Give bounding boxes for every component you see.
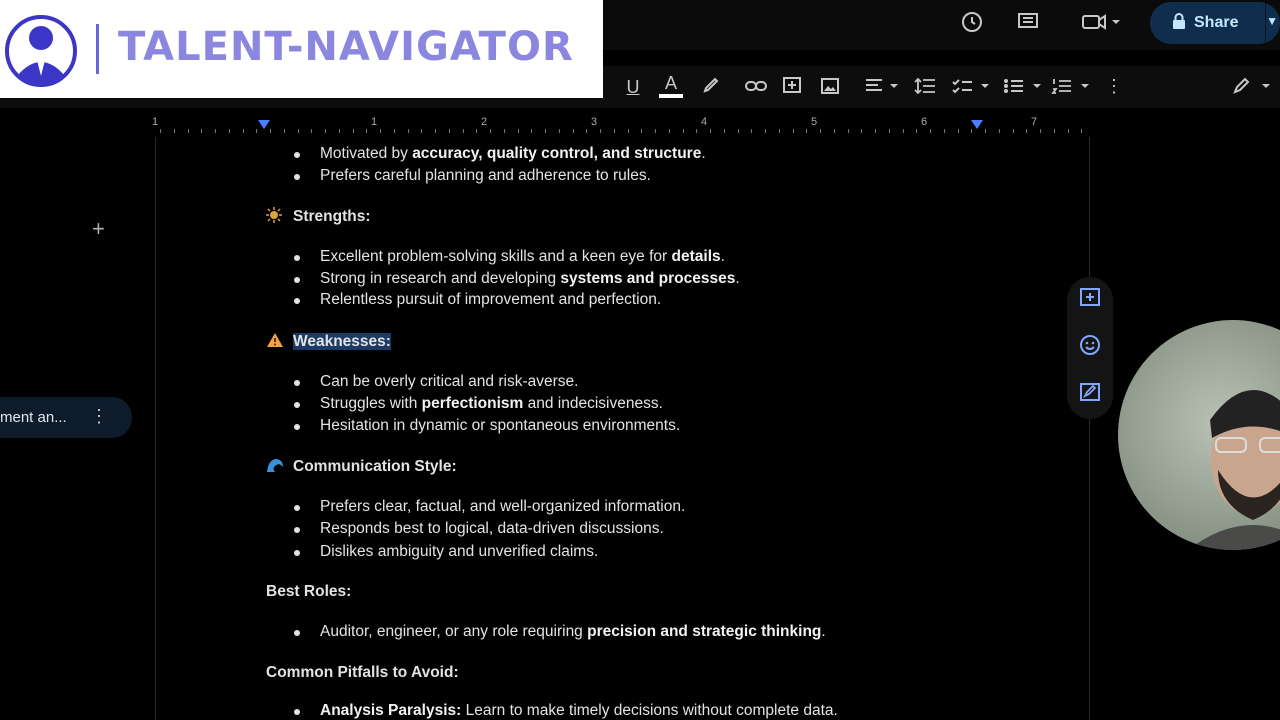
text-run: Prefers careful planning and adherence to rules. [320,167,651,184]
webcam-overlay [1118,320,1280,550]
ruler-tick [531,129,532,133]
ruler-tick [586,129,587,133]
ruler-tick [696,129,697,133]
section-heading[interactable] [266,332,391,353]
bullet-marker [294,527,300,533]
page-left-edge [155,137,156,720]
insert-image-icon[interactable] [818,74,842,98]
ruler-tick [1068,129,1069,133]
bold-text: perfectionism [421,395,524,412]
ruler-tick [229,129,230,133]
ruler-tick [435,129,436,133]
share-button[interactable] [1150,2,1280,44]
add-tab-icon[interactable]: + [92,216,105,241]
sidebar-item-label: ment an... [0,409,67,426]
ruler-tick [683,129,684,133]
floating-action-bar [1067,277,1113,419]
ruler-tick [490,129,491,133]
text-run: Learn to make timely decisions without complete data. [461,702,838,719]
ruler-number: 7 [1031,116,1038,128]
ruler-tick [669,129,670,133]
ruler-tick [834,129,835,133]
bulleted-list-icon[interactable] [1002,74,1044,98]
sidebar-item-document-tab[interactable] [0,397,132,438]
text-run: . [821,623,826,640]
ruler-tick [944,129,945,133]
bullet-marker [294,630,300,636]
add-comment-icon[interactable] [780,74,804,98]
wave-icon [266,457,293,478]
section-heading[interactable] [266,457,457,478]
page-right-edge [1089,137,1090,720]
text-run: Dislikes ambiguity and unverified claims. [320,543,599,560]
highlight-icon[interactable] [700,74,722,98]
bullet-marker [294,505,300,511]
ruler-tick [738,129,739,133]
suggest-edits-icon[interactable] [1078,381,1102,410]
bullet-marker [294,380,300,386]
text-run: Struggles with [320,395,422,412]
text-run: Hesitation in dynamic or spontaneous environments. [320,417,681,434]
ruler-tick [394,129,395,133]
lock-icon [1172,13,1186,34]
ruler-tick [353,129,354,133]
text-run: . [720,248,725,265]
heading-text: Communication Style: [293,458,457,475]
ruler-tick [284,129,285,133]
ruler-tick [930,129,931,133]
ruler-tick [160,129,161,133]
heading-text: Strengths: [293,208,371,225]
text-run: Prefers clear, factual, and well-organized information. [320,498,686,515]
add-comment-icon[interactable] [1078,286,1102,315]
ruler-number: 1 [371,116,378,128]
list-item[interactable] [320,543,598,561]
emoji-reaction-icon[interactable] [1078,333,1102,362]
bullet-marker [294,277,300,283]
ruler-tick [270,129,271,133]
ruler-tick [875,129,876,133]
bullet-marker [294,298,300,304]
ruler-tick [985,129,986,133]
ruler-number: 1 [152,116,159,128]
ruler-tick [916,129,917,133]
ruler-tick [1040,129,1041,133]
text-run: Auditor, engineer, or any role requiring [320,623,588,640]
ruler-tick [325,129,326,133]
ruler-tick [958,129,959,133]
logo-person-icon [4,8,78,94]
text-color-icon[interactable]: A [658,72,684,98]
ruler-tick [765,129,766,133]
section-heading[interactable] [266,207,371,228]
ruler-tick [573,129,574,133]
bold-text: systems and processes [560,270,736,287]
ruler-tick [366,129,367,133]
list-item[interactable] [320,498,685,516]
ruler-tick [806,129,807,133]
list-item[interactable] [320,702,838,720]
left-indent-marker-icon[interactable] [257,119,271,131]
bullet-marker [294,424,300,430]
comments-icon[interactable] [1014,8,1042,36]
ruler-tick [848,129,849,133]
meet-icon[interactable] [1076,8,1124,36]
ruler-tick [724,129,725,133]
ruler-tick [201,129,202,133]
bold-text: accuracy, quality control, and structure [412,145,702,162]
ruler-tick [298,129,299,133]
ruler-tick [861,129,862,133]
text-run: . [701,145,706,162]
ruler-tick [751,129,752,133]
right-indent-marker-icon[interactable] [970,119,984,131]
text-run: and indecisiveness. [523,395,663,412]
ruler-number: 2 [481,116,488,128]
bold-text: Analysis Paralysis: [320,702,462,719]
list-item[interactable] [320,291,661,309]
underline-icon[interactable]: U [626,76,640,97]
logo-separator [96,24,99,74]
ruler-tick [779,129,780,133]
ruler-tick [545,129,546,133]
chevron-down-icon[interactable]: ▼ [1266,14,1278,28]
ruler-tick [559,129,560,133]
list-item[interactable] [320,373,578,391]
ruler-tick [215,129,216,133]
bullet-marker [294,550,300,556]
bullet-marker [294,255,300,261]
bullet-marker [294,402,300,408]
text-run: Relentless pursuit of improvement and perfection. [320,291,662,308]
ruler-tick [710,129,711,133]
more-options-icon[interactable]: ⋮ [1105,75,1123,96]
ruler-number: 3 [591,116,598,128]
ruler [0,115,1280,137]
ruler-tick [463,129,464,133]
ruler-tick [256,129,257,133]
list-item[interactable] [320,417,680,435]
ruler-tick [1054,129,1055,133]
version-history-icon[interactable] [958,8,986,36]
section-heading[interactable] [266,664,459,682]
ruler-tick [518,129,519,133]
ruler-tick [628,129,629,133]
ruler-tick [614,129,615,133]
checklist-icon[interactable] [950,74,992,98]
editing-mode-icon[interactable] [1230,74,1274,98]
ruler-tick [903,129,904,133]
ruler-tick [174,129,175,133]
ruler-tick [476,129,477,133]
ruler-tick [449,129,450,133]
line-spacing-icon[interactable] [912,74,938,98]
bullet-marker [294,174,300,180]
ruler-tick [188,129,189,133]
text-run: Responds best to logical, data-driven discussions. [320,520,664,537]
text-run: Strong in research and developing [320,270,561,287]
ruler-tick [1081,129,1082,133]
share-label: Share [1194,14,1239,31]
more-options-icon[interactable]: ⋮ [90,406,108,426]
heading-text: Weaknesses: [293,333,391,350]
ruler-tick [793,129,794,133]
ruler-tick [339,129,340,133]
align-icon[interactable] [862,74,902,98]
ruler-tick [504,129,505,133]
ruler-tick [889,129,890,133]
bullet-marker [294,709,300,715]
bold-text: details [671,248,721,265]
ruler-tick [1013,129,1014,133]
ruler-number: 6 [921,116,928,128]
list-item[interactable] [320,395,663,413]
list-item[interactable] [320,520,664,538]
ruler-tick [380,129,381,133]
ruler-tick [999,129,1000,133]
logo-banner [0,0,603,98]
ruler-tick [820,129,821,133]
text-run: Excellent problem-solving skills and a keen eye for [320,248,672,265]
link-icon[interactable] [744,74,768,98]
text-run: Motivated by [320,145,413,162]
list-item[interactable] [320,623,826,641]
heading-text: Common Pitfalls to Avoid: [266,664,459,681]
ruler-tick [421,129,422,133]
presenter-face-icon [1118,320,1280,550]
ruler-number: 5 [811,116,818,128]
ruler-tick [408,129,409,133]
numbered-list-icon[interactable] [1050,74,1092,98]
ruler-tick [243,129,244,133]
text-run: . [735,270,740,287]
ruler-tick [600,129,601,133]
ruler-tick [655,129,656,133]
heading-text: Best Roles: [266,583,352,600]
logo-text: TALENT-NAVIGATOR [118,24,574,70]
ruler-tick [1026,129,1027,133]
warning-icon [266,332,293,353]
ruler-tick [311,129,312,133]
ruler-tick [971,129,972,133]
text-run: Can be overly critical and risk-averse. [320,373,579,390]
list-item[interactable] [320,145,706,163]
list-item[interactable] [320,167,651,185]
list-item[interactable] [320,270,740,288]
sun-icon [266,207,293,228]
ruler-number: 4 [701,116,708,128]
bold-text: precision and strategic thinking [587,623,822,640]
bullet-marker [294,152,300,158]
section-heading[interactable] [266,583,351,601]
ruler-tick [641,129,642,133]
list-item[interactable] [320,248,725,266]
